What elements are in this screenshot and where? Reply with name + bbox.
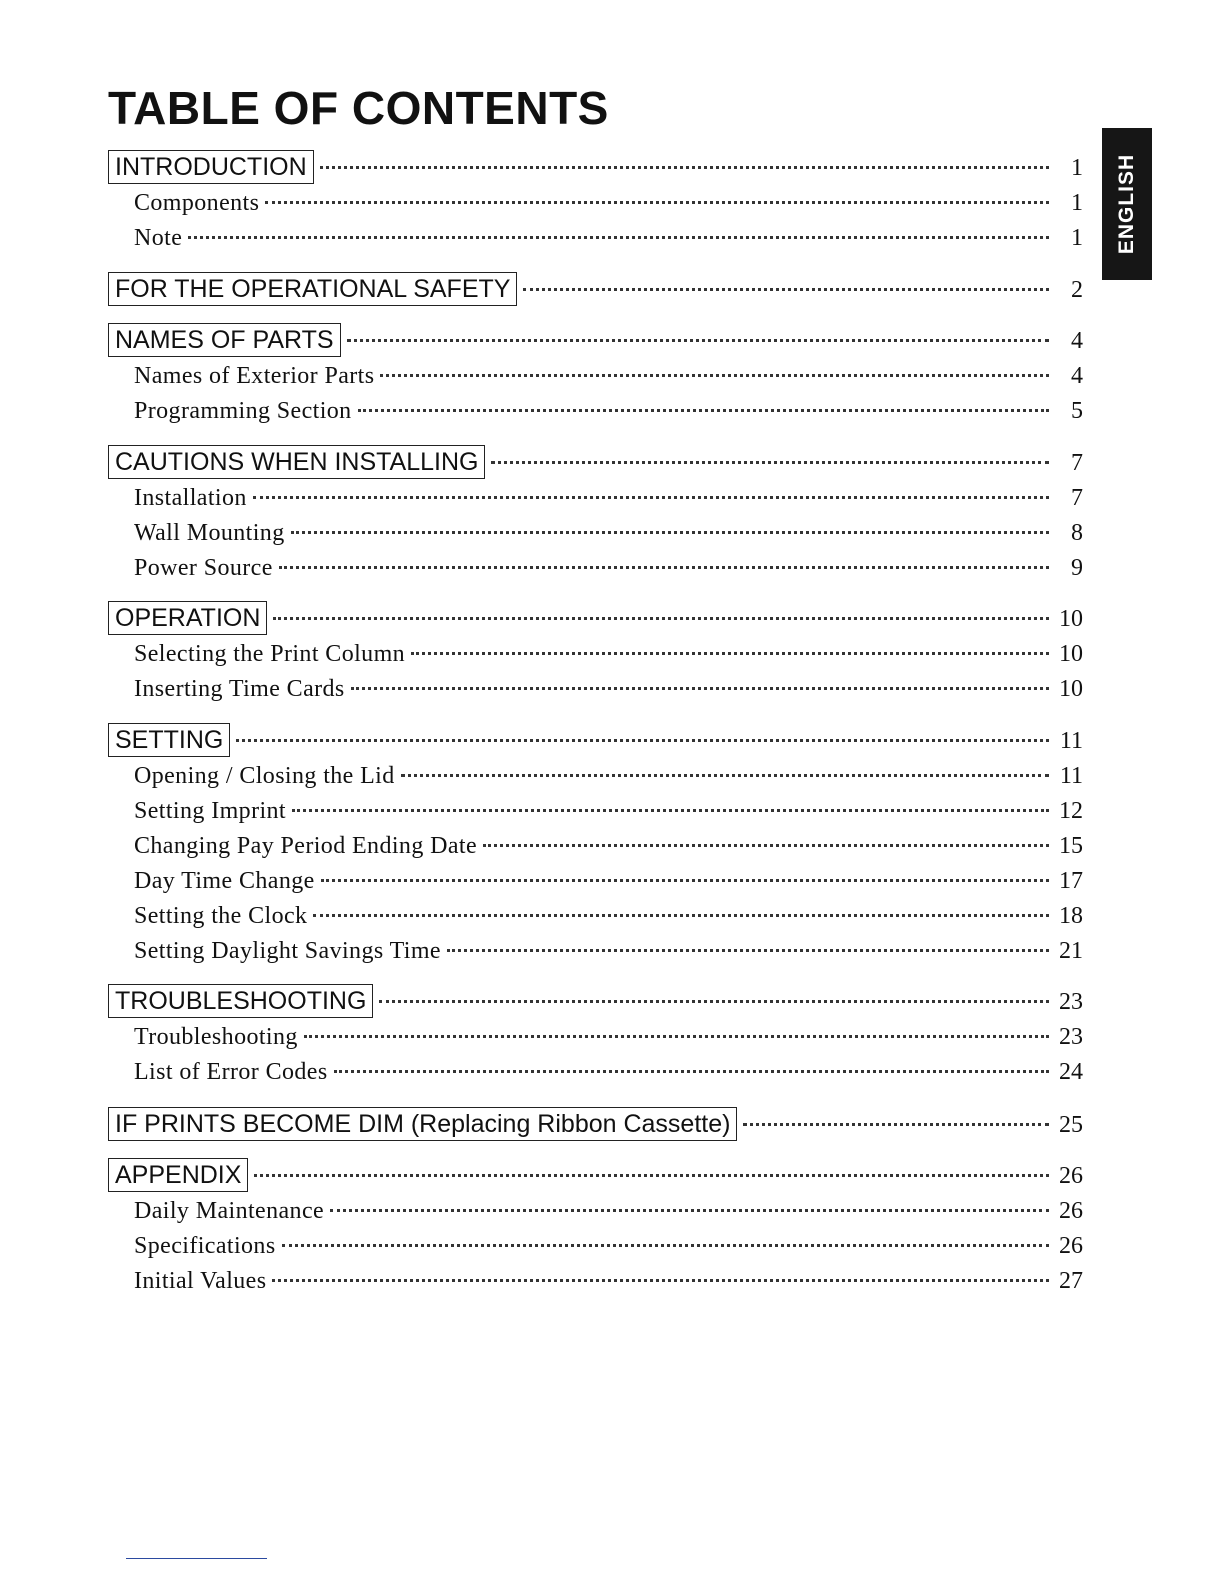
toc-subentry-label: Initial Values [134, 1268, 267, 1294]
toc-page-number: 10 [1059, 641, 1083, 667]
dot-leader [380, 374, 1049, 377]
toc-subentry [108, 518, 1083, 548]
dot-leader [253, 496, 1049, 499]
toc-section-entry [108, 150, 1083, 184]
toc-subentry [108, 188, 1083, 218]
page-title: TABLE OF CONTENTS [108, 82, 609, 134]
toc-section-label: FOR THE OPERATIONAL SAFETY [108, 272, 517, 306]
toc-subentry-label: Setting Daylight Savings Time [134, 938, 441, 964]
dot-leader [447, 949, 1049, 952]
toc-page-number: 12 [1059, 798, 1083, 824]
toc-subentry-label: Note [134, 225, 183, 251]
dot-leader [236, 739, 1049, 742]
toc-page-number: 25 [1059, 1112, 1083, 1138]
dot-leader [743, 1123, 1049, 1126]
toc-section-label: TROUBLESHOOTING [108, 984, 373, 1018]
toc-subentry-label: Daily Maintenance [134, 1198, 325, 1224]
toc-subentry-label: Specifications [134, 1233, 276, 1259]
toc-page-number: 26 [1059, 1163, 1083, 1189]
toc-subentry [108, 483, 1083, 513]
toc-page-number: 1 [1071, 225, 1083, 251]
dot-leader [321, 879, 1049, 882]
toc-page-number: 10 [1059, 606, 1083, 632]
toc-page-number: 10 [1059, 676, 1083, 702]
toc-subentry [108, 796, 1083, 826]
footer-rule [126, 1558, 267, 1559]
toc-subentry [108, 639, 1083, 669]
toc-page-number: 26 [1059, 1198, 1083, 1224]
toc-section-label: NAMES OF PARTS [108, 323, 341, 357]
dot-leader [483, 844, 1049, 847]
dot-leader [292, 809, 1049, 812]
dot-leader [265, 201, 1049, 204]
dot-leader [491, 461, 1049, 464]
dot-leader [411, 652, 1049, 655]
toc-subentry [108, 901, 1083, 931]
language-tab [1102, 128, 1152, 280]
toc-subentry [108, 761, 1083, 791]
dot-leader [358, 409, 1049, 412]
toc-page-number: 9 [1071, 555, 1083, 581]
toc-subentry-label: Opening / Closing the Lid [134, 763, 395, 789]
dot-leader [291, 531, 1049, 534]
toc-subentry-label: Inserting Time Cards [134, 676, 345, 702]
dot-leader [282, 1244, 1049, 1247]
toc-section-label: INTRODUCTION [108, 150, 314, 184]
dot-leader [330, 1209, 1049, 1212]
toc-subentry-label: Names of Exterior Parts [134, 363, 375, 389]
language-tab-label: ENGLISH [1115, 153, 1138, 255]
toc-subentry [108, 553, 1083, 583]
toc-page-number: 23 [1059, 989, 1083, 1015]
toc-page-number: 21 [1059, 938, 1083, 964]
toc-page-number: 4 [1071, 328, 1083, 354]
toc-section-label: OPERATION [108, 601, 267, 635]
toc-section-label: SETTING [108, 723, 230, 757]
dot-leader [304, 1035, 1049, 1038]
toc-subentry-label: Installation [134, 485, 247, 511]
toc-page-number: 15 [1059, 833, 1083, 859]
dot-leader [334, 1070, 1049, 1073]
toc-page-number: 26 [1059, 1233, 1083, 1259]
toc-subentry-label: Troubleshooting [134, 1024, 298, 1050]
toc-section-entry [108, 1158, 1083, 1192]
toc-subentry-label: Day Time Change [134, 868, 315, 894]
toc-page-number: 1 [1071, 155, 1083, 181]
dot-leader [279, 566, 1049, 569]
toc-page-number: 5 [1071, 398, 1083, 424]
dot-leader [523, 288, 1049, 291]
toc-section-entry [108, 723, 1083, 757]
toc-subentry-label: Selecting the Print Column [134, 641, 406, 667]
toc-subentry [108, 361, 1083, 391]
toc-subentry-label: Setting Imprint [134, 798, 286, 824]
dot-leader [320, 166, 1049, 169]
toc-subentry [108, 936, 1083, 966]
toc-page-number: 11 [1059, 763, 1083, 789]
toc-page-number: 8 [1071, 520, 1083, 546]
toc-section-label: CAUTIONS WHEN INSTALLING [108, 445, 485, 479]
toc-subentry [108, 1022, 1083, 1052]
toc-subentry [108, 1196, 1083, 1226]
dot-leader [347, 339, 1049, 342]
toc-page-number: 4 [1071, 363, 1083, 389]
dot-leader [313, 914, 1049, 917]
toc-subentry-label: Wall Mounting [134, 520, 285, 546]
dot-leader [401, 774, 1049, 777]
toc-subentry [108, 831, 1083, 861]
toc-page-number: 7 [1071, 450, 1083, 476]
toc-subentry-label: Changing Pay Period Ending Date [134, 833, 478, 859]
toc-subentry [108, 223, 1083, 253]
toc-section-entry [108, 1107, 1083, 1141]
toc-subentry [108, 674, 1083, 704]
toc-page-number: 23 [1059, 1024, 1083, 1050]
toc-section-label: IF PRINTS BECOME DIM (Replacing Ribbon Cassette) [108, 1107, 737, 1141]
toc-page-number: 27 [1059, 1268, 1083, 1294]
dot-leader [273, 617, 1049, 620]
dot-leader [379, 1000, 1049, 1003]
toc-page-number: 1 [1071, 190, 1083, 216]
dot-leader [188, 236, 1049, 239]
toc-subentry [108, 866, 1083, 896]
toc-subentry-label: Setting the Clock [134, 903, 308, 929]
dot-leader [254, 1174, 1049, 1177]
toc-section-entry [108, 984, 1083, 1018]
toc-subentry-label: Programming Section [134, 398, 352, 424]
toc-section-entry [108, 445, 1083, 479]
toc-subentry [108, 1057, 1083, 1087]
dot-leader [272, 1279, 1049, 1282]
toc-section-entry [108, 323, 1083, 357]
toc-section-entry [108, 601, 1083, 635]
toc-section-label: APPENDIX [108, 1158, 248, 1192]
toc-page-number: 7 [1071, 485, 1083, 511]
toc-subentry [108, 396, 1083, 426]
toc-page-number: 24 [1059, 1059, 1083, 1085]
toc-subentry-label: List of Error Codes [134, 1059, 328, 1085]
toc-subentry-label: Components [134, 190, 260, 216]
toc-section-entry [108, 272, 1083, 306]
toc-subentry [108, 1231, 1083, 1261]
toc-subentry-label: Power Source [134, 555, 273, 581]
toc-page-number: 11 [1059, 728, 1083, 754]
toc-page-number: 18 [1059, 903, 1083, 929]
toc-subentry [108, 1266, 1083, 1296]
toc-page-number: 17 [1059, 868, 1083, 894]
toc-page-number: 2 [1071, 277, 1083, 303]
dot-leader [351, 687, 1049, 690]
